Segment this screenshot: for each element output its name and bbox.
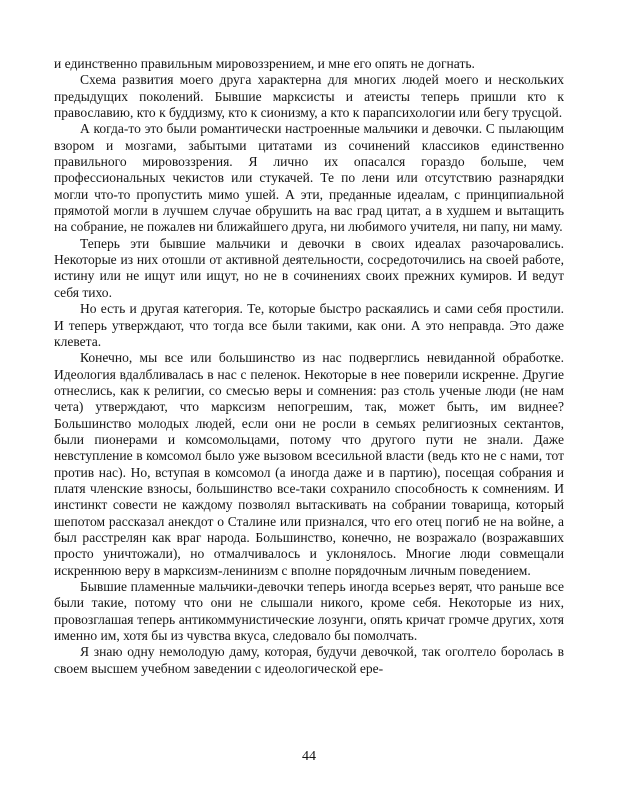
paragraph-7: Бывшие пламенные мальчики-девочки теперь иногда всерьез верят, что раньше все были такие, потому что они не слышали никого, кроме себя. Некоторые из них, провозглашая теперь антикоммунистические лозунги, опять кричат громче других, хотя именно им, хотя бы из чувства вкуса, следовало бы помолчать.: [54, 579, 564, 644]
paragraph-4: Теперь эти бывшие мальчики и девочки в своих идеалах разочаровались. Некоторые из них отошли от активной деятельности, сосредоточились на своей работе, истину или не ищут или ищут, но не в сочинениях своих прежних кумиров. И ведут себя тихо.: [54, 235, 564, 300]
paragraph-8: Я знаю одну немолодую даму, которая, будучи девочкой, так оголтело боролась в своем высшем учебном заведении с идеологической ере-: [54, 644, 564, 676]
paragraph-2: Схема развития моего друга характерна для многих людей моего и нескольких предыдущих поколений. Бывшие марксисты и атеисты теперь пришли кто к православию, кто к буддизму, кто к сионизму, а кто к парапсихологии или бегу трусцой.: [54, 72, 564, 121]
page-body: [54, 56, 564, 677]
paragraph-6: Конечно, мы все или большинство из нас подверглись невиданной обработке. Идеология вдалбливалась в нас с пеленок. Некоторые в нее поверили искренне. Другие отнеслись, как к религии, со смесью веры и сомнения: раз столь ученые люди (не нам чета) утверждают, что марксизм непогрешим, так, может быть, им виднее? Большинство молодых людей, если они не росли в семьях религиозных сектантов, были пионерами и комсомольцами, потому что другого пути не знали. Даже невступление в комсомол было уже вызовом всесильной власти (ведь кто не с нами, тот против нас). Но, вступая в комсомол (а иногда даже и в партию), посещая собрания и платя членские взносы, большинство все-таки сохранило способность к сомнениям. И инстинкт совести не каждому позволял вытаскивать на собрании товарища, который шепотом рассказал анекдот о Сталине или признался, что его отец погиб не на войне, а был расстрелян как враг народа. Большинство, конечно, не возражало (возражавших просто уничтожали), но отмалчивалось и уклонялось. Многие люди совмещали искреннюю веру в марксизм-ленинизм с вполне порядочным личным поведением.: [54, 350, 564, 578]
paragraph-5: Но есть и другая категория. Те, которые быстро раскаялись и сами себя простили. И теперь утверждают, что тогда все были такими, как они. А это неправда. Это даже клевета.: [54, 301, 564, 349]
paragraph-3: А когда-то это были романтически настроенные мальчики и девочки. С пылающим взором и мозгами, забытыми цитатами из сочинений классиков единственно правильного мировоззрения. Я лично их опасался гораздо больше, чем профессиональных чекистов или стукачей. Те по лени или отсутствию разнарядки могли что-то пропустить мимо ушей. А эти, преданные идеалам, с принципиальной прямотой могли в лучшем случае обрушить на вас град цитат, а в худшем и вытащить на собрание, не пожалев ни ближайшего друга, ни любимого учителя, ни папу, ни маму.: [54, 121, 564, 235]
page-number: 44: [302, 749, 316, 764]
paragraph-1: и единственно правильным мировоззрением, и мне его опять не догнать.: [54, 56, 475, 71]
